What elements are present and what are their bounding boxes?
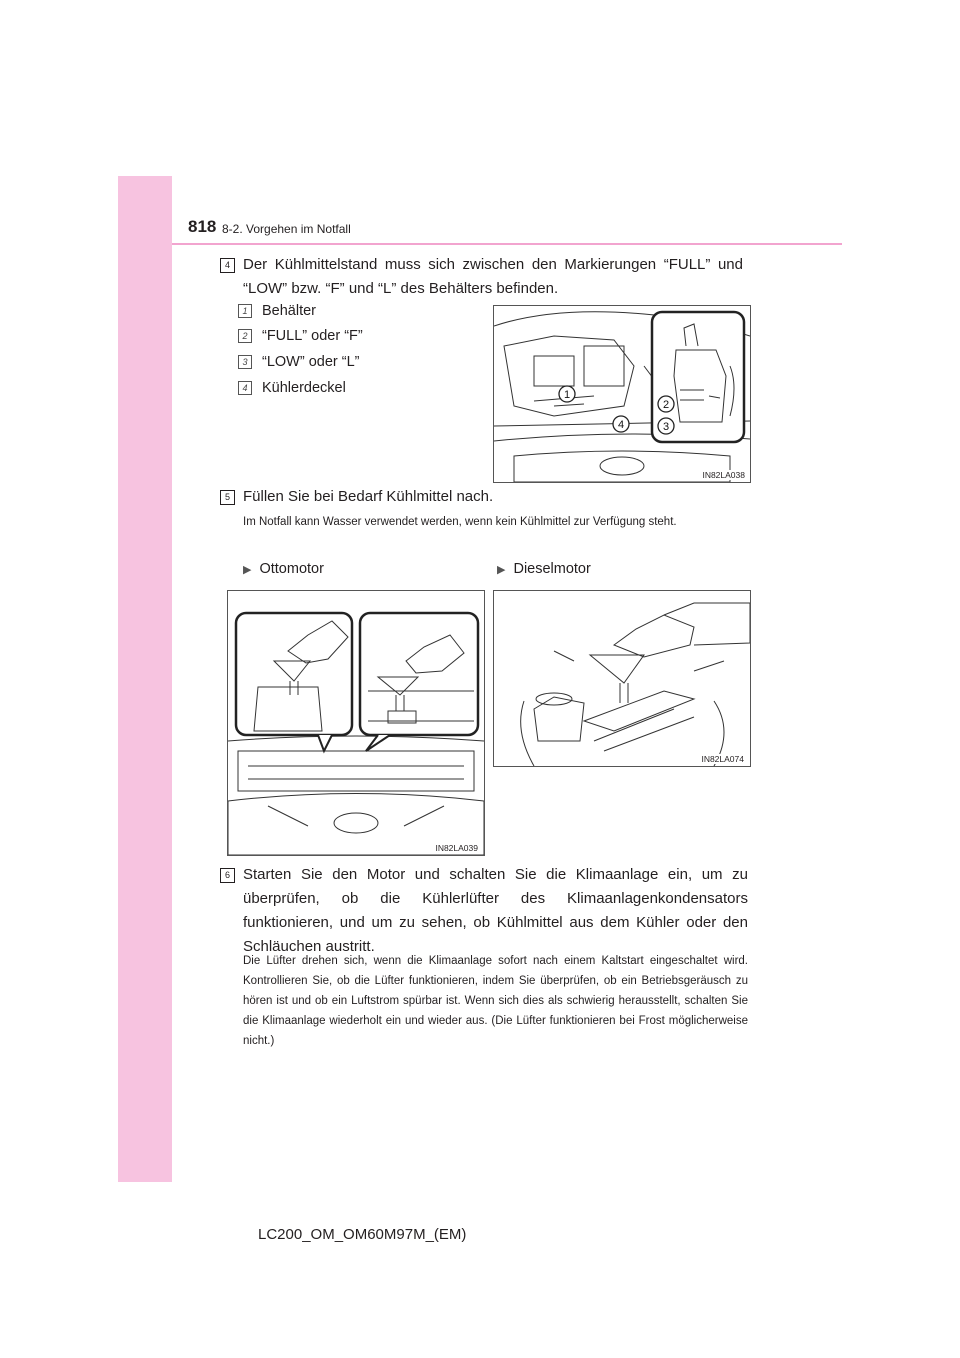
chapter-title: 8-2. Vorgehen im Notfall xyxy=(222,222,351,236)
legend-num-3: 3 xyxy=(238,355,252,369)
figure-code-diesel: IN82LA074 xyxy=(701,754,744,764)
legend-label-2: “FULL” oder “F” xyxy=(262,328,363,344)
step4-text: Der Kühlmittelstand muss sich zwischen den Markierungen “FULL” und “LOW” bzw. “F” und “L” des Behälters befinden. xyxy=(243,256,743,297)
step6-note: Die Lüfter drehen sich, wenn die Klimaanlage sofort nach einem Kaltstart eingeschaltet wird. Kontrollieren Sie, ob die Lüfter funktionieren, indem Sie überprüfen, ob ein Betriebsgeräusch zu hören ist und ob ein Luftstrom spürbar ist. Wenn sich dies als schwierig herausstellt, schalten Sie die Klimaanlage wiederholt ein und wieder aus. (Die Lüfter funktionieren bei Frost möglicherweise nicht.) xyxy=(243,955,748,1047)
triangle-right-icon: ▶ xyxy=(497,564,506,576)
figure-coolant-reservoir xyxy=(493,305,751,483)
petrol-refill-illustration xyxy=(228,591,484,855)
legend-num-4: 4 xyxy=(238,381,252,395)
engine-bay-illustration xyxy=(494,306,750,482)
legend-num-2: 2 xyxy=(238,329,252,343)
legend-num-1: 1 xyxy=(238,304,252,318)
figure-petrol-refill xyxy=(227,590,485,856)
triangle-right-icon: ▶ xyxy=(243,564,252,576)
page-number: 818 xyxy=(188,217,217,236)
diesel-engine-label: ▶ Dieselmotor xyxy=(497,561,591,577)
sidebar-tab xyxy=(118,176,172,1182)
callout-1: 1 xyxy=(563,389,571,401)
header-rule xyxy=(172,243,842,245)
figure-diesel-refill xyxy=(493,590,751,767)
callout-4: 4 xyxy=(617,419,625,431)
step-badge-6: 6 xyxy=(220,868,235,883)
step5-note: Im Notfall kann Wasser verwendet werden, wenn kein Kühlmittel zur Verfügung steht. xyxy=(243,516,677,528)
legend-label-1: Behälter xyxy=(262,303,317,319)
callout-3: 3 xyxy=(662,421,670,433)
step5-text: Füllen Sie bei Bedarf Kühlmittel nach. xyxy=(243,488,494,505)
step-badge-4: 4 xyxy=(220,258,235,273)
document-id: LC200_OM_OM60M97M_(EM) xyxy=(258,1226,467,1243)
diesel-refill-illustration xyxy=(494,591,750,766)
figure-code: IN82LA038 xyxy=(702,470,745,480)
step-badge-5: 5 xyxy=(220,490,235,505)
callout-2: 2 xyxy=(662,399,670,411)
legend-label-4: Kühlerdeckel xyxy=(262,380,346,396)
petrol-engine-label: ▶ Ottomotor xyxy=(243,561,324,577)
step6-text: Starten Sie den Motor und schalten Sie die Klimaanlage ein, um zu überprüfen, ob die Kühlerlüfter des Klimaanlagenkondensators funktionieren, und um zu sehen, ob Kühlmittel aus dem Kühler oder den Schläuchen austritt. xyxy=(243,866,748,955)
legend-label-3: “LOW” oder “L” xyxy=(262,354,360,370)
figure-code-petrol: IN82LA039 xyxy=(435,843,478,853)
